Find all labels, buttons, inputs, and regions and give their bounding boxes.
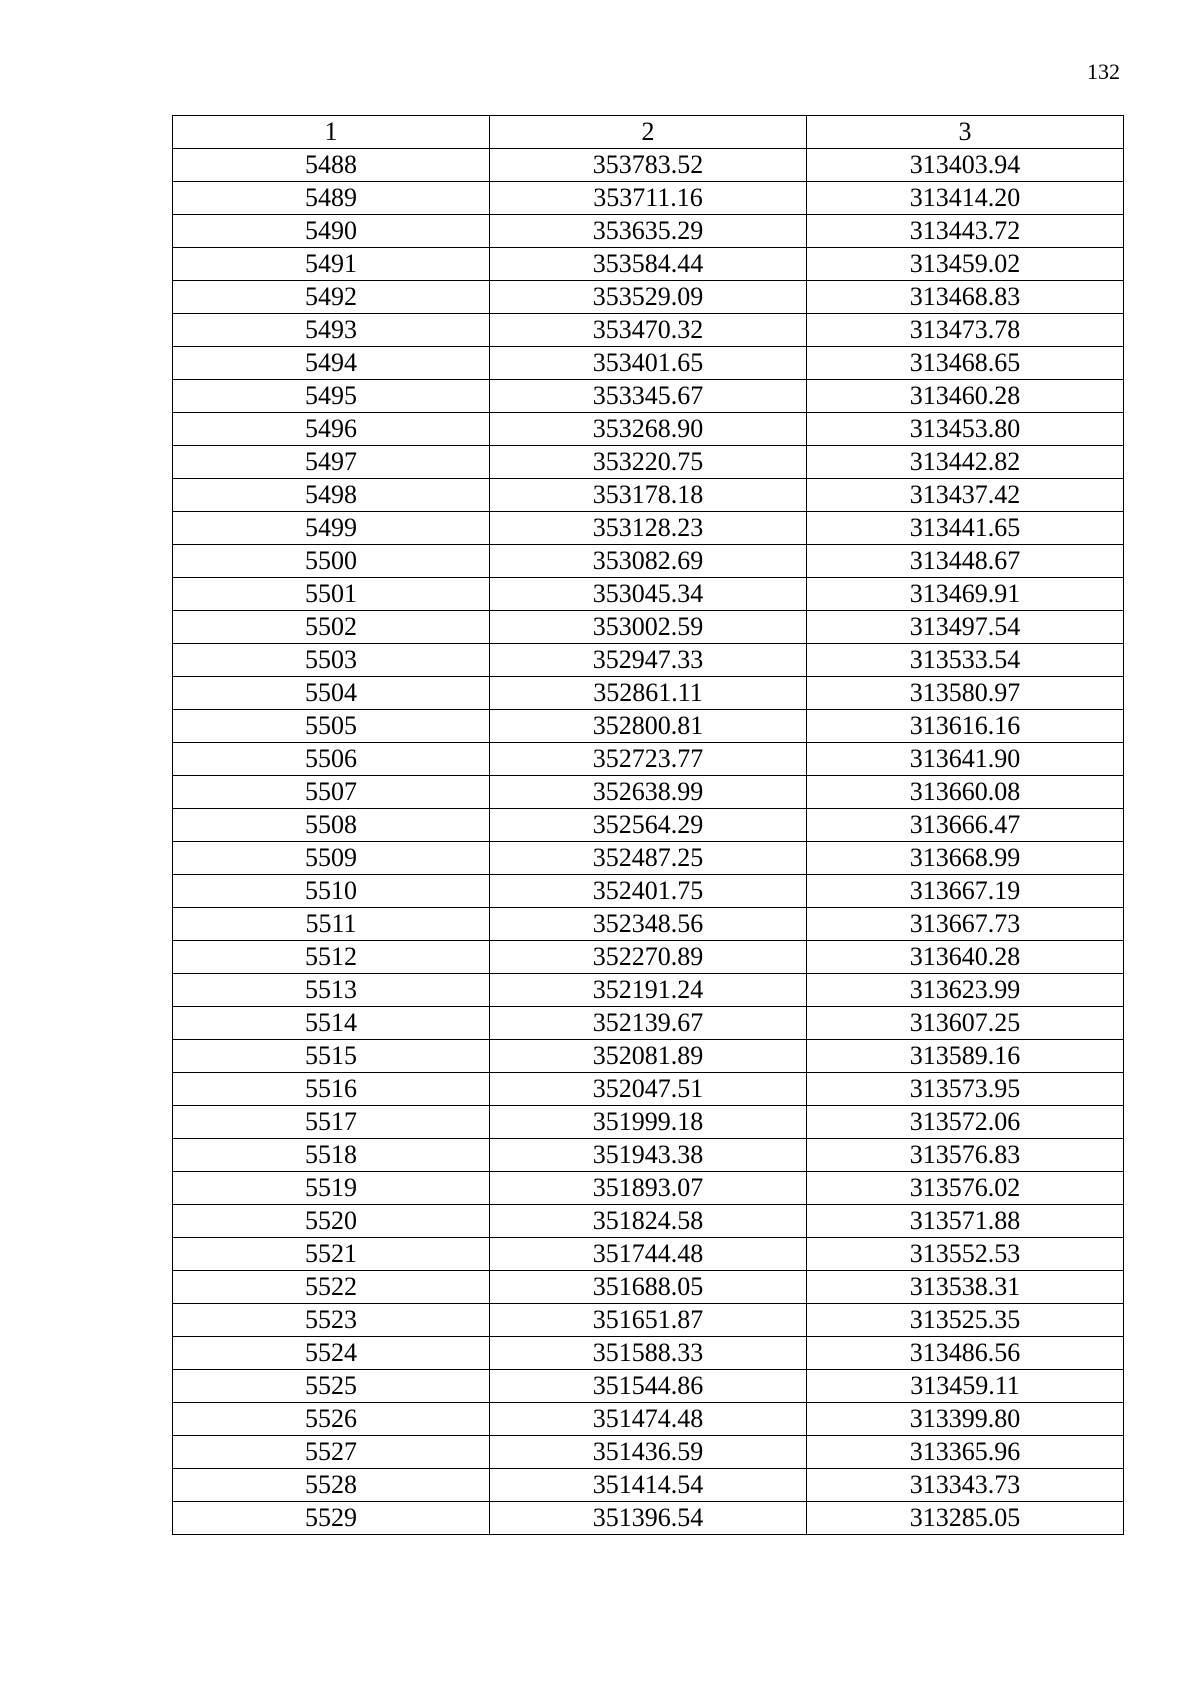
table-row xyxy=(173,677,1124,710)
point-number-cell: 5508 xyxy=(173,809,490,842)
point-number-cell: 5496 xyxy=(173,413,490,446)
point-number-cell: 5516 xyxy=(173,1073,490,1106)
point-number-cell: 5488 xyxy=(173,149,490,182)
coordinate-y-cell: 313589.16 xyxy=(807,1040,1124,1073)
coordinate-y-cell: 313667.19 xyxy=(807,875,1124,908)
point-number-cell: 5490 xyxy=(173,215,490,248)
coordinate-x-cell: 353220.75 xyxy=(490,446,807,479)
coordinate-y-cell: 313443.72 xyxy=(807,215,1124,248)
coordinate-y-cell: 313641.90 xyxy=(807,743,1124,776)
table-row xyxy=(173,1205,1124,1238)
coordinate-y-cell: 313533.54 xyxy=(807,644,1124,677)
table-row xyxy=(173,875,1124,908)
coordinate-y-cell: 313552.53 xyxy=(807,1238,1124,1271)
coordinate-x-cell: 351588.33 xyxy=(490,1337,807,1370)
table-row xyxy=(173,644,1124,677)
table-row xyxy=(173,941,1124,974)
point-number-cell: 5522 xyxy=(173,1271,490,1304)
point-number-cell: 5523 xyxy=(173,1304,490,1337)
table-row xyxy=(173,974,1124,1007)
point-number-cell: 5495 xyxy=(173,380,490,413)
table-row xyxy=(173,446,1124,479)
point-number-cell: 5529 xyxy=(173,1502,490,1535)
coordinate-y-cell: 313343.73 xyxy=(807,1469,1124,1502)
coordinate-x-cell: 352139.67 xyxy=(490,1007,807,1040)
point-number-cell: 5494 xyxy=(173,347,490,380)
coordinates-table xyxy=(172,115,1124,1535)
coordinate-x-cell: 352191.24 xyxy=(490,974,807,1007)
table-row xyxy=(173,1007,1124,1040)
table-row xyxy=(173,710,1124,743)
coordinate-x-cell: 351651.87 xyxy=(490,1304,807,1337)
point-number-cell: 5513 xyxy=(173,974,490,1007)
page-number: 132 xyxy=(1087,59,1120,84)
table-row xyxy=(173,1469,1124,1502)
coordinate-y-cell: 313572.06 xyxy=(807,1106,1124,1139)
coordinate-y-cell: 313667.73 xyxy=(807,908,1124,941)
table-row xyxy=(173,776,1124,809)
point-number-cell: 5503 xyxy=(173,644,490,677)
coordinate-y-cell: 313616.16 xyxy=(807,710,1124,743)
point-number-cell: 5507 xyxy=(173,776,490,809)
coordinate-y-cell: 313441.65 xyxy=(807,512,1124,545)
point-number-cell: 5512 xyxy=(173,941,490,974)
coordinate-x-cell: 352800.81 xyxy=(490,710,807,743)
table-row xyxy=(173,842,1124,875)
coordinate-x-cell: 352081.89 xyxy=(490,1040,807,1073)
table-row xyxy=(173,1040,1124,1073)
point-number-cell: 5492 xyxy=(173,281,490,314)
point-number-cell: 5511 xyxy=(173,908,490,941)
coordinate-y-cell: 313576.02 xyxy=(807,1172,1124,1205)
coordinate-x-cell: 353529.09 xyxy=(490,281,807,314)
table-row xyxy=(173,347,1124,380)
coordinate-x-cell: 353470.32 xyxy=(490,314,807,347)
point-number-cell: 5501 xyxy=(173,578,490,611)
table-row xyxy=(173,380,1124,413)
table-row xyxy=(173,182,1124,215)
coordinate-y-cell: 313459.11 xyxy=(807,1370,1124,1403)
table-row xyxy=(173,1271,1124,1304)
table-row xyxy=(173,809,1124,842)
coordinate-x-cell: 353178.18 xyxy=(490,479,807,512)
table-body xyxy=(173,116,1124,1535)
point-number-cell: 5524 xyxy=(173,1337,490,1370)
coordinate-x-cell: 351943.38 xyxy=(490,1139,807,1172)
column-header-3: 3 xyxy=(807,116,1124,149)
coordinate-y-cell: 313486.56 xyxy=(807,1337,1124,1370)
point-number-cell: 5521 xyxy=(173,1238,490,1271)
coordinate-x-cell: 353082.69 xyxy=(490,545,807,578)
table-row xyxy=(173,281,1124,314)
coordinate-y-cell: 313668.99 xyxy=(807,842,1124,875)
point-number-cell: 5525 xyxy=(173,1370,490,1403)
point-number-cell: 5493 xyxy=(173,314,490,347)
table-row xyxy=(173,1403,1124,1436)
coordinate-y-cell: 313666.47 xyxy=(807,809,1124,842)
coordinate-x-cell: 351744.48 xyxy=(490,1238,807,1271)
table-row xyxy=(173,1172,1124,1205)
coordinate-x-cell: 352638.99 xyxy=(490,776,807,809)
point-number-cell: 5500 xyxy=(173,545,490,578)
point-number-cell: 5514 xyxy=(173,1007,490,1040)
point-number-cell: 5517 xyxy=(173,1106,490,1139)
point-number-cell: 5526 xyxy=(173,1403,490,1436)
coordinate-x-cell: 353783.52 xyxy=(490,149,807,182)
table-row xyxy=(173,248,1124,281)
table-row xyxy=(173,1337,1124,1370)
table-row xyxy=(173,611,1124,644)
coordinate-x-cell: 351396.54 xyxy=(490,1502,807,1535)
table-row xyxy=(173,1436,1124,1469)
table-row xyxy=(173,1073,1124,1106)
point-number-cell: 5504 xyxy=(173,677,490,710)
coordinate-y-cell: 313525.35 xyxy=(807,1304,1124,1337)
point-number-cell: 5491 xyxy=(173,248,490,281)
coordinate-x-cell: 352270.89 xyxy=(490,941,807,974)
point-number-cell: 5519 xyxy=(173,1172,490,1205)
column-header-2: 2 xyxy=(490,116,807,149)
table-row xyxy=(173,545,1124,578)
table-row xyxy=(173,149,1124,182)
point-number-cell: 5506 xyxy=(173,743,490,776)
table-row xyxy=(173,215,1124,248)
point-number-cell: 5499 xyxy=(173,512,490,545)
coordinate-x-cell: 352401.75 xyxy=(490,875,807,908)
table-header-row xyxy=(173,116,1124,149)
coordinate-y-cell: 313473.78 xyxy=(807,314,1124,347)
coordinate-y-cell: 313460.28 xyxy=(807,380,1124,413)
coordinate-y-cell: 313660.08 xyxy=(807,776,1124,809)
coordinate-x-cell: 353711.16 xyxy=(490,182,807,215)
coordinate-x-cell: 352047.51 xyxy=(490,1073,807,1106)
coordinate-y-cell: 313573.95 xyxy=(807,1073,1124,1106)
point-number-cell: 5527 xyxy=(173,1436,490,1469)
coordinate-y-cell: 313448.67 xyxy=(807,545,1124,578)
coordinate-y-cell: 313285.05 xyxy=(807,1502,1124,1535)
table-row xyxy=(173,314,1124,347)
coordinate-y-cell: 313403.94 xyxy=(807,149,1124,182)
point-number-cell: 5505 xyxy=(173,710,490,743)
table-row xyxy=(173,743,1124,776)
coordinate-y-cell: 313437.42 xyxy=(807,479,1124,512)
coordinate-y-cell: 313640.28 xyxy=(807,941,1124,974)
coordinate-y-cell: 313607.25 xyxy=(807,1007,1124,1040)
coordinate-x-cell: 352348.56 xyxy=(490,908,807,941)
table-row xyxy=(173,1139,1124,1172)
table-row xyxy=(173,1502,1124,1535)
coordinate-y-cell: 313580.97 xyxy=(807,677,1124,710)
coordinate-x-cell: 353635.29 xyxy=(490,215,807,248)
coordinate-x-cell: 353128.23 xyxy=(490,512,807,545)
point-number-cell: 5515 xyxy=(173,1040,490,1073)
table-row xyxy=(173,578,1124,611)
coordinate-y-cell: 313468.83 xyxy=(807,281,1124,314)
coordinate-x-cell: 352947.33 xyxy=(490,644,807,677)
point-number-cell: 5528 xyxy=(173,1469,490,1502)
table-row xyxy=(173,908,1124,941)
coordinate-y-cell: 313538.31 xyxy=(807,1271,1124,1304)
coordinate-y-cell: 313365.96 xyxy=(807,1436,1124,1469)
coordinate-x-cell: 353401.65 xyxy=(490,347,807,380)
coordinate-x-cell: 351414.54 xyxy=(490,1469,807,1502)
point-number-cell: 5502 xyxy=(173,611,490,644)
coordinate-y-cell: 313459.02 xyxy=(807,248,1124,281)
coordinate-x-cell: 351999.18 xyxy=(490,1106,807,1139)
coordinate-y-cell: 313571.88 xyxy=(807,1205,1124,1238)
table-row xyxy=(173,479,1124,512)
coordinate-x-cell: 351544.86 xyxy=(490,1370,807,1403)
coordinate-x-cell: 353268.90 xyxy=(490,413,807,446)
coordinate-x-cell: 351688.05 xyxy=(490,1271,807,1304)
coordinate-x-cell: 353584.44 xyxy=(490,248,807,281)
column-header-1: 1 xyxy=(173,116,490,149)
coordinate-x-cell: 351436.59 xyxy=(490,1436,807,1469)
coordinate-x-cell: 351893.07 xyxy=(490,1172,807,1205)
table-row xyxy=(173,1370,1124,1403)
coordinate-x-cell: 353345.67 xyxy=(490,380,807,413)
coordinate-x-cell: 351824.58 xyxy=(490,1205,807,1238)
coordinate-x-cell: 351474.48 xyxy=(490,1403,807,1436)
table-row xyxy=(173,1106,1124,1139)
coordinate-y-cell: 313576.83 xyxy=(807,1139,1124,1172)
coordinate-y-cell: 313399.80 xyxy=(807,1403,1124,1436)
point-number-cell: 5510 xyxy=(173,875,490,908)
table-row xyxy=(173,1238,1124,1271)
coordinate-x-cell: 353002.59 xyxy=(490,611,807,644)
point-number-cell: 5509 xyxy=(173,842,490,875)
table-row xyxy=(173,1304,1124,1337)
table-row xyxy=(173,512,1124,545)
coordinate-x-cell: 352564.29 xyxy=(490,809,807,842)
point-number-cell: 5489 xyxy=(173,182,490,215)
point-number-cell: 5518 xyxy=(173,1139,490,1172)
coordinate-x-cell: 352861.11 xyxy=(490,677,807,710)
point-number-cell: 5497 xyxy=(173,446,490,479)
coordinate-y-cell: 313623.99 xyxy=(807,974,1124,1007)
coordinate-y-cell: 313497.54 xyxy=(807,611,1124,644)
coordinate-y-cell: 313442.82 xyxy=(807,446,1124,479)
coordinate-y-cell: 313453.80 xyxy=(807,413,1124,446)
coordinate-y-cell: 313468.65 xyxy=(807,347,1124,380)
coordinate-y-cell: 313414.20 xyxy=(807,182,1124,215)
coordinate-x-cell: 352487.25 xyxy=(490,842,807,875)
table-row xyxy=(173,413,1124,446)
coordinate-x-cell: 352723.77 xyxy=(490,743,807,776)
coordinate-x-cell: 353045.34 xyxy=(490,578,807,611)
point-number-cell: 5520 xyxy=(173,1205,490,1238)
coordinate-y-cell: 313469.91 xyxy=(807,578,1124,611)
point-number-cell: 5498 xyxy=(173,479,490,512)
